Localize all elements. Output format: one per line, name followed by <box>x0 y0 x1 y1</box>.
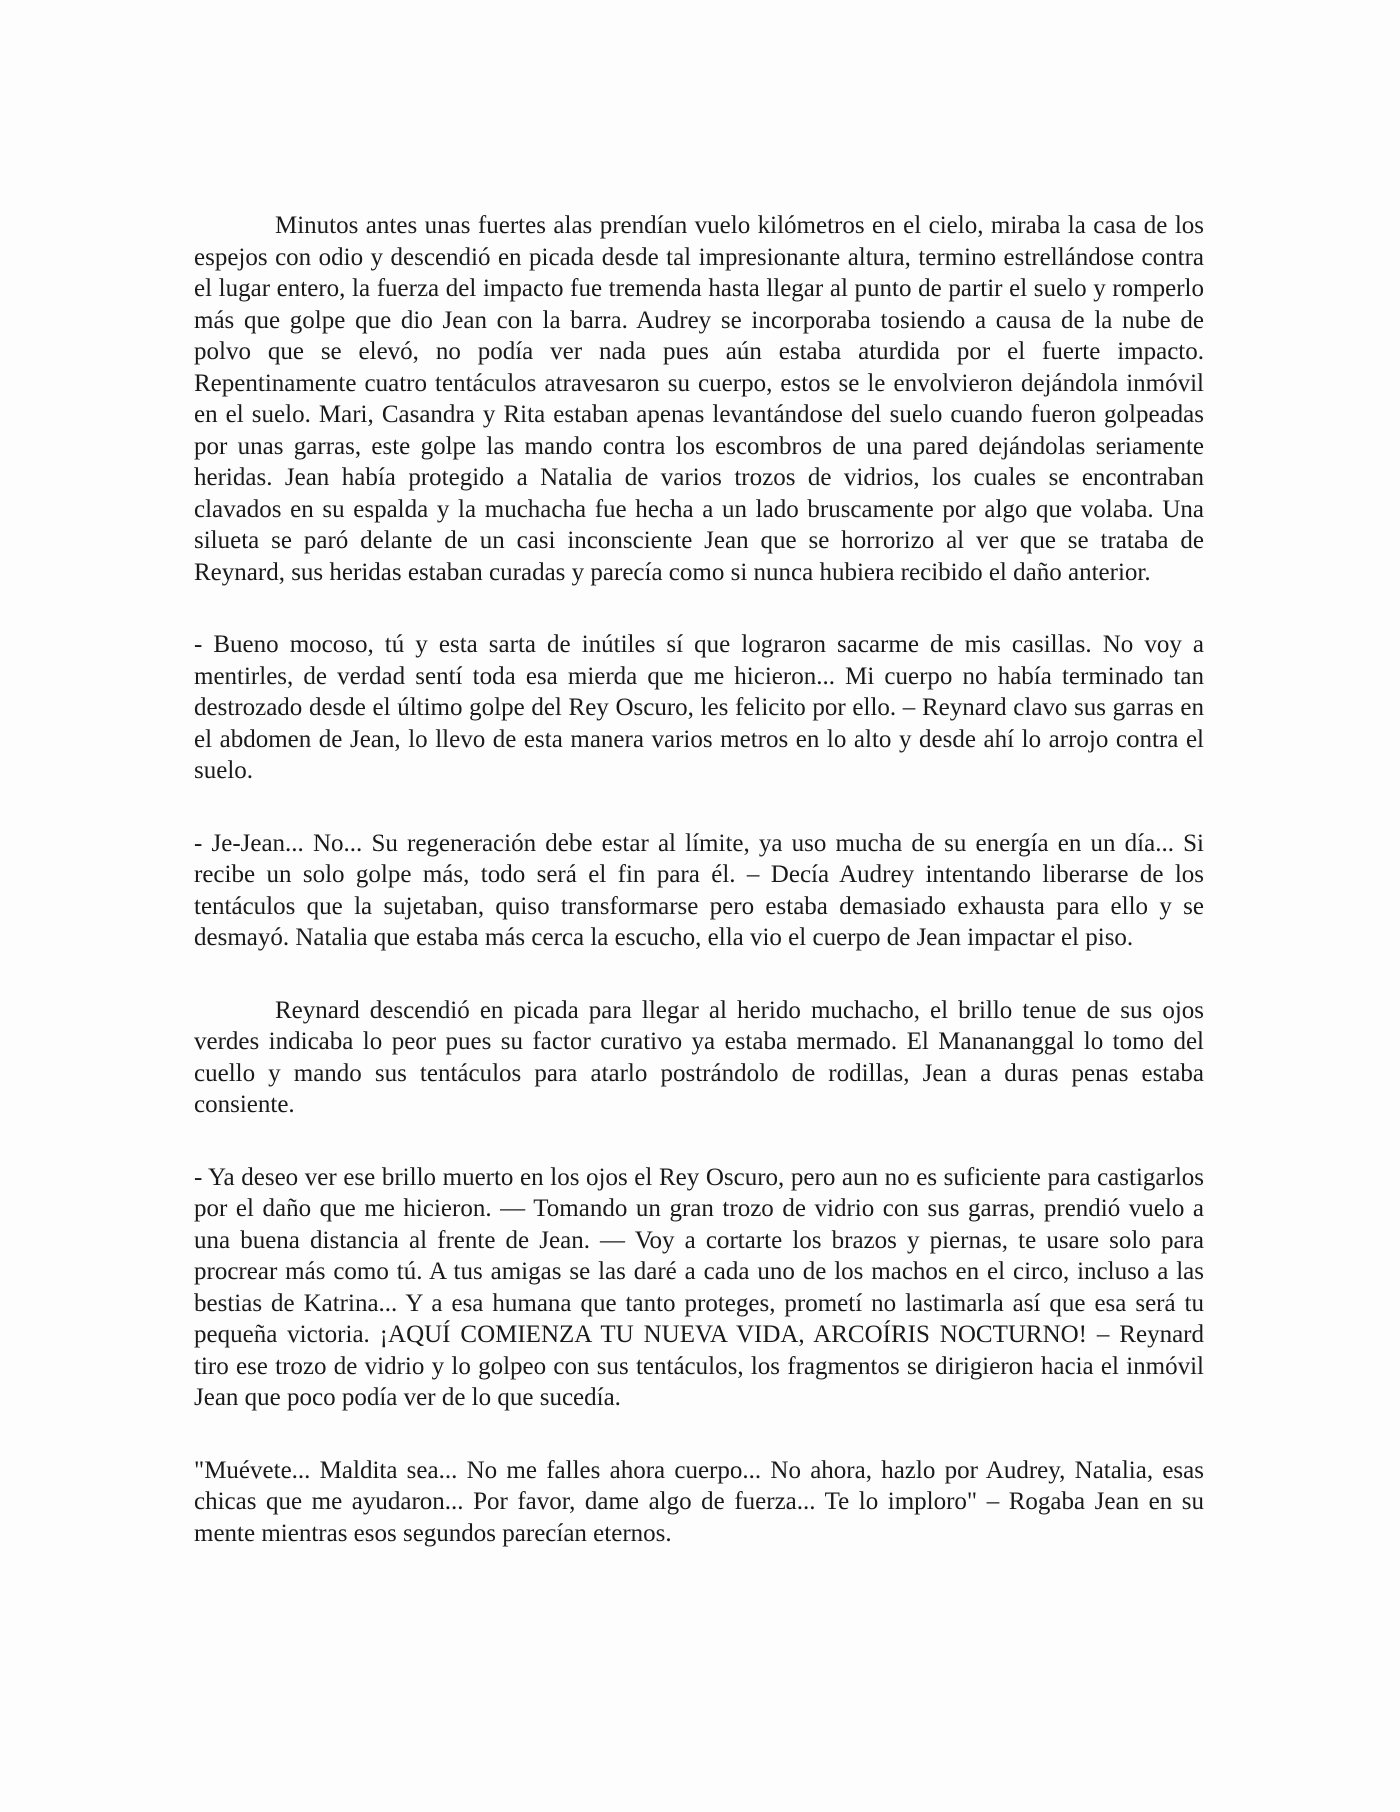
document-body <box>194 210 1204 1590</box>
paragraph-1: Minutos antes unas fuertes alas prendían vuelo kilómetros en el cielo, miraba la casa de los espejos con odio y descendió en picada desde tal impresionante altura, termino estrellándose contra el lugar entero, la fuerza del impacto fue tremenda hasta llegar al punto de partir el suelo y romperlo más que golpe que dio Jean con la barra. Audrey se incorporaba tosiendo a causa de la nube de polvo que se elevó, no podía ver nada pues aún estaba aturdida por el fuerte impacto. Repentinamente cuatro tentáculos atravesaron su cuerpo, estos se le envolvieron dejándola inmóvil en el suelo. Mari, Casandra y Rita estaban apenas levantándose del suelo cuando fueron golpeadas por unas garras, este golpe las mando contra los escombros de una pared dejándolas seriamente heridas. Jean había protegido a Natalia de varios trozos de vidrios, los cuales se encontraban clavados en su espalda y la muchacha fue hecha a un lado bruscamente por algo que volaba. Una silueta se paró delante de un casi inconsciente Jean que se horrorizo al ver que se trataba de Reynard, sus heridas estaban curadas y parecía como si nunca hubiera recibido el daño anterior. <box>194 212 1204 586</box>
paragraph-5: - Ya deseo ver ese brillo muerto en los ojos el Rey Oscuro, pero aun no es suficiente para castigarlos por el daño que me hicieron. — Tomando un gran trozo de vidrio con sus garras, prendió vuelo a una buena distancia al frente de Jean. — Voy a cortarte los brazos y piernas, te usare solo para procrear más como tú. A tus amigas se las daré a cada uno de los machos en el circo, incluso a las bestias de Katrina... Y a esa humana que tanto proteges, prometí no lastimarla así que esa será tu pequeña victoria. ¡AQUÍ COMIENZA TU NUEVA VIDA, ARCOÍRIS NOCTURNO! – Reynard tiro ese trozo de vidrio y lo golpeo con sus tentáculos, los fragmentos se dirigieron hacia el inmóvil Jean que poco podía ver de lo que sucedía. <box>194 1163 1204 1411</box>
paragraph-6: "Muévete... Maldita sea... No me falles ahora cuerpo... No ahora, hazlo por Audrey, Natalia, esas chicas que me ayudaron... Por favor, dame algo de fuerza... Te lo imploro" – Rogaba Jean en su mente mientras esos segundos parecían eternos. <box>194 1456 1204 1547</box>
paragraph-2: - Bueno mocoso, tú y esta sarta de inútiles sí que lograron sacarme de mis casillas. No voy a mentirles, de verdad sentí toda esa mierda que me hicieron... Mi cuerpo no había terminado tan destrozado desde el último golpe del Rey Oscuro, les felicito por ello. – Reynard clavo sus garras en el abdomen de Jean, lo llevo de esta manera varios metros en lo alto y desde ahí lo arrojo contra el suelo. <box>194 631 1204 784</box>
paragraph-3: - Je-Jean... No... Su regeneración debe estar al límite, ya uso mucha de su energía en un día... Si recibe un solo golpe más, todo será el fin para él. – Decía Audrey intentando liberarse de los tentáculos que la sujetaban, quiso transformarse pero estaba demasiado exhausta para ello y se desmayó. Natalia que estaba más cerca la escucho, ella vio el cuerpo de Jean impactar el piso. <box>194 829 1204 951</box>
paragraph-4: Reynard descendió en picada para llegar al herido muchacho, el brillo tenue de sus ojos verdes indicaba lo peor pues su factor curativo ya estaba mermado. El Manananggal lo tomo del cuello y mando sus tentáculos para atarlo postrándolo de rodillas, Jean a duras penas estaba consiente. <box>194 996 1204 1118</box>
